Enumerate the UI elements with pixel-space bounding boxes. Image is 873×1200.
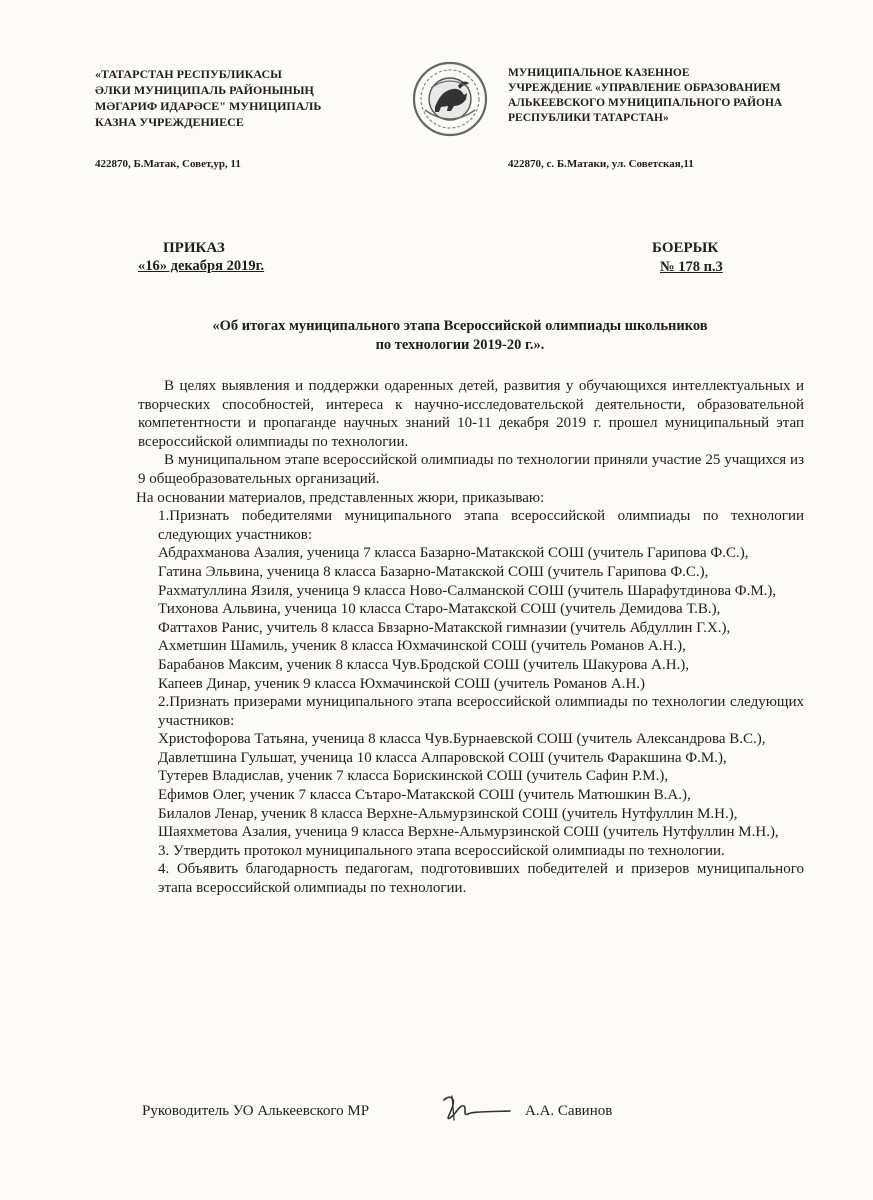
order-label-tt: БОЕРЫК — [652, 240, 719, 256]
list-item: Ефимов Олег, ученик 7 класса Сътаро-Матакской СОШ (учитель Матюшкин В.А.), — [158, 787, 691, 804]
header-right-line: МУНИЦИПАЛЬНОЕ КАЗЕННОЕ — [508, 67, 690, 79]
list-item: 1.Признать победителями муниципального этапа всероссийской олимпиады по технологии следующих участников: — [158, 508, 804, 543]
order-label-ru: ПРИКАЗ — [163, 240, 225, 256]
signatory-name: А.А. Савинов — [525, 1103, 613, 1119]
header-right-line: УЧРЕЖДЕНИЕ «УПРАВЛЕНИЕ ОБРАЗОВАНИЕМ — [508, 82, 781, 94]
list-item: Рахматуллина Язиля, ученица 9 класса Ново-Салманской СОШ (учитель Шарафутдинова Ф.М.), — [158, 582, 777, 599]
header-left-tatar — [95, 66, 385, 130]
list-item: 4. Объявить благодарность педагогам, подготовивших победителей и призеров муниципального этапа всероссийской олимпиады по технологии. — [158, 861, 804, 897]
order-date: «16» декабря 2019г. — [138, 258, 265, 274]
header-right-line: АЛЬКЕЕВСКОГО МУНИЦИПАЛЬНОГО РАЙОНА — [508, 97, 783, 109]
list-item: Христофорова Татьяна, ученица 8 класса Чув.Бурнаевской СОШ (учитель Александрова В.С.), — [158, 731, 766, 748]
list-item: Фаттахов Ранис, учитель 8 класса Бвзарно-Матакской гимназии (учитель Абдуллин Г.Х.), — [158, 619, 731, 636]
list-item: Абдрахманова Азалия, ученица 7 класса Базарно-Матакской СОШ (учитель Гарипова Ф.С.), — [158, 545, 749, 562]
order-title-line1: «Об итогах муниципального этапа Всероссийской олимпиады школьников — [212, 318, 708, 334]
list-item: Ахметшин Шамиль, ученик 8 класса Юхмачинской СОШ (учитель Романов А.Н.), — [158, 638, 686, 655]
handwritten-signature-icon — [438, 1090, 518, 1126]
header-right-line: РЕСПУБЛИКИ ТАТАРСТАН» — [508, 112, 669, 124]
header-left-line: МӘГАРИФ ИДАРӘСЕ" МУНИЦИПАЛЬ — [95, 99, 322, 113]
list-item: Шаяхметова Азалия, ученица 9 класса Верхне-Альмурзинской СОШ (учитель Нутфуллин М.Н.), — [158, 824, 779, 841]
header-right-russian — [508, 66, 848, 126]
list-item: 3. Утвердить протокол муниципального этапа всероссийской олимпиады по технологии. — [158, 842, 725, 859]
list-item: Тихонова Альвина, ученица 10 класса Старо-Матакской СОШ (учитель Демидова Т.В.), — [158, 601, 721, 618]
list-item: Барабанов Максим, ученик 8 класса Чув.Бродской СОШ (учитель Шакурова А.Н.), — [158, 656, 690, 673]
list-item: Билалов Ленар, ученик 8 класса Верхне-Альмурзинской СОШ (учитель Нутфуллин М.Н.), — [158, 805, 738, 822]
list-item: Капеев Динар, ученик 9 класса Юхмачинской СОШ (учитель Романов А.Н.) — [158, 675, 646, 692]
address-left: 422870, Б.Матак, Совет,ур, 11 — [95, 158, 241, 170]
header-left-line: «ТАТАРСТАН РЕСПУБЛИКАСЫ — [95, 67, 282, 81]
header-left-line: КАЗНА УЧРЕЖДЕНИЕСЕ — [95, 115, 244, 129]
paragraph: В целях выявления и поддержки одаренных детей, развития у обучающихся интеллектуальных и творческих способностей, интереса к научно-исследовательской деятельности, образовательной компетентности и пропаганде научных знаний 10-11 декабря 2019 г. прошел муниципальный этап всероссийской олимпиады по технологии. — [138, 378, 804, 450]
list-item: Тутерев Владислав, ученик 7 класса Борискинской СОШ (учитель Сафин Р.М.), — [158, 768, 669, 785]
paragraph: В муниципальном этапе всероссийской олимпиады по технологии приняли участие 25 учащихся из 9 общеобразовательных организаций. — [138, 452, 804, 487]
tatarstan-coat-of-arms-icon — [411, 60, 489, 138]
header-left-line: ӘЛКИ МУНИЦИПАЛЬ РАЙОНЫНЫҢ — [95, 83, 314, 97]
list-item: Гатина Эльвина, ученица 8 класса Базарно-Матакской СОШ (учитель Гарипова Ф.С.), — [158, 563, 709, 580]
paragraph: На основании материалов, представленных жюри, приказываю: — [136, 489, 545, 506]
order-number: № 178 п.3 — [660, 259, 723, 275]
order-body — [138, 377, 804, 898]
list-item: 2.Признать призерами муниципального этапа всероссийской олимпиады по технологии следующих участников: — [158, 694, 804, 729]
list-item: Давлетшина Гульшат, ученица 10 класса Алпаровской СОШ (учитель Фаракшина Ф.М.), — [158, 749, 727, 766]
signatory-position: Руководитель УО Алькеевского МР — [142, 1103, 370, 1119]
address-right: 422870, с. Б.Матаки, ул. Советская,11 — [508, 158, 694, 170]
order-title-line2: по технологии 2019-20 г.». — [375, 337, 545, 353]
